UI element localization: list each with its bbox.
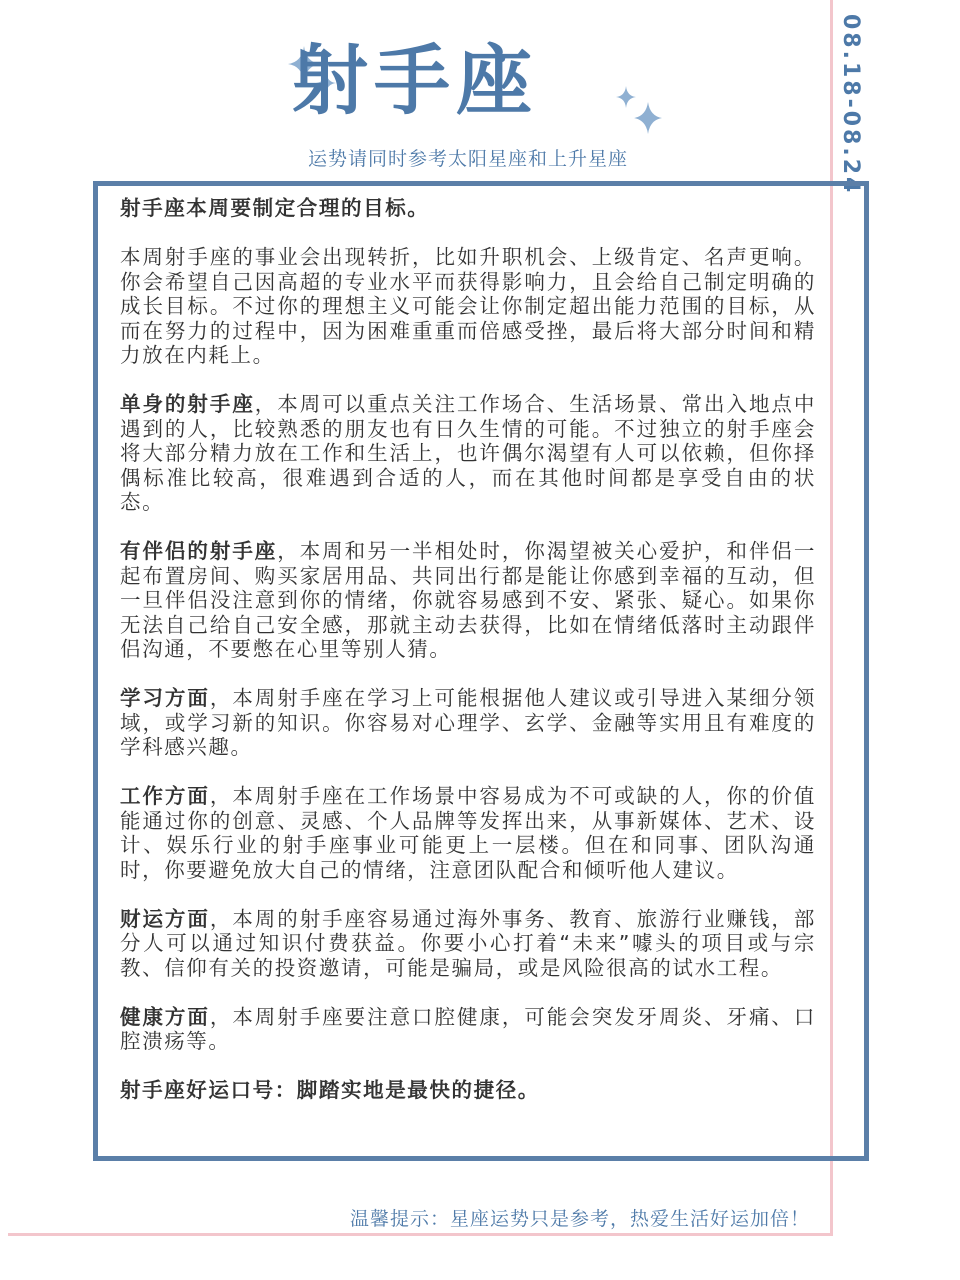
study-paragraph <box>120 686 816 760</box>
health-label: 健康方面 <box>120 1004 210 1029</box>
subtitle: 运势请同时参考太阳星座和上升星座 <box>307 148 628 170</box>
career-paragraph: 本周射手座的事业会出现转折，比如升职机会、上级肯定、名声更响。你会希望自己因高超的专业水平而获得影响力，且会给自己制定明确的成长目标。不过你的理想主义可能会让你制定超出能力范围的目标，从而在努力的过程中，因为困难重重而倍感受挫，最后将大部分时间和精力放在内耗上。 <box>120 245 816 367</box>
health-paragraph <box>120 1005 816 1054</box>
page-title: 射手座 <box>292 36 538 125</box>
single-label: 单身的射手座 <box>120 392 255 416</box>
headline: 射手座本周要制定合理的目标。 <box>120 196 430 220</box>
money-label: 财运方面 <box>120 906 210 931</box>
study-label: 学习方面 <box>120 686 210 710</box>
money-text: ，本周的射手座容易通过海外事务、教育、旅游行业赚钱，部分人可以通过知识付费获益。你要小心打着“未来”噱头的项目或与宗教、信仰有关的投资邀请，可能是骗局，或是风险很高的试水工程。 <box>120 906 816 980</box>
partner-paragraph <box>120 539 816 662</box>
work-text: ，本周射手座在工作场景中容易成为不可或缺的人，你的价值能通过你的创意、灵感、个人品牌等发挥出来，从事新媒体、艺术、设计、娱乐行业的射手座事业可能更上一层楼。但在和同事、团队沟通时，你要避免放大自己的情绪，注意团队配合和倾听他人建议。 <box>120 784 816 882</box>
partner-label: 有伴侣的射手座 <box>120 539 278 563</box>
date-range: 08.18-08.24 <box>838 14 863 196</box>
footer-tip: 温馨提示：星座运势只是参考，热爱生活好运加倍！ <box>349 1208 810 1230</box>
partner-text: ，本周和另一半相处时，你渴望被关心爱护，和伴侣一起布置房间、购买家居用品、共同出行都是能让你感到幸福的互动，但一旦伴侣没注意到你的情绪，你就容易感到不安、紧张、疑心。如果你无法自己给自己安全感，那就主动去获得，比如在情绪低落时主动跟伴侣沟通，不要憋在心里等别人猜。 <box>120 539 816 661</box>
single-paragraph <box>120 392 816 515</box>
money-paragraph <box>120 907 816 981</box>
slogan: 射手座好运口号：脚踏实地是最快的捷径。 <box>120 1078 540 1102</box>
horoscope-content <box>120 196 816 1103</box>
health-text: ，本周射手座要注意口腔健康，可能会突发牙周炎、牙痛、口腔溃疡等。 <box>120 1004 816 1053</box>
pink-horizontal-line <box>8 1233 833 1236</box>
work-label: 工作方面 <box>120 784 210 808</box>
study-text: ，本周射手座在学习上可能根据他人建议或引导进入某细分领域，或学习新的知识。你容易对心理学、玄学、金融等实用且有难度的学科感兴趣。 <box>120 686 816 759</box>
single-text: ，本周可以重点关注工作场合、生活场景、常出入地点中遇到的人，比较熟悉的朋友也有日久生情的可能。不过独立的射手座会将大部分精力放在工作和生活上，也许偶尔渴望有人可以依赖，但你择偶标准比较高，很难遇到合适的人，而在其他时间都是享受自由的状态。 <box>120 392 816 514</box>
work-paragraph <box>120 784 816 882</box>
